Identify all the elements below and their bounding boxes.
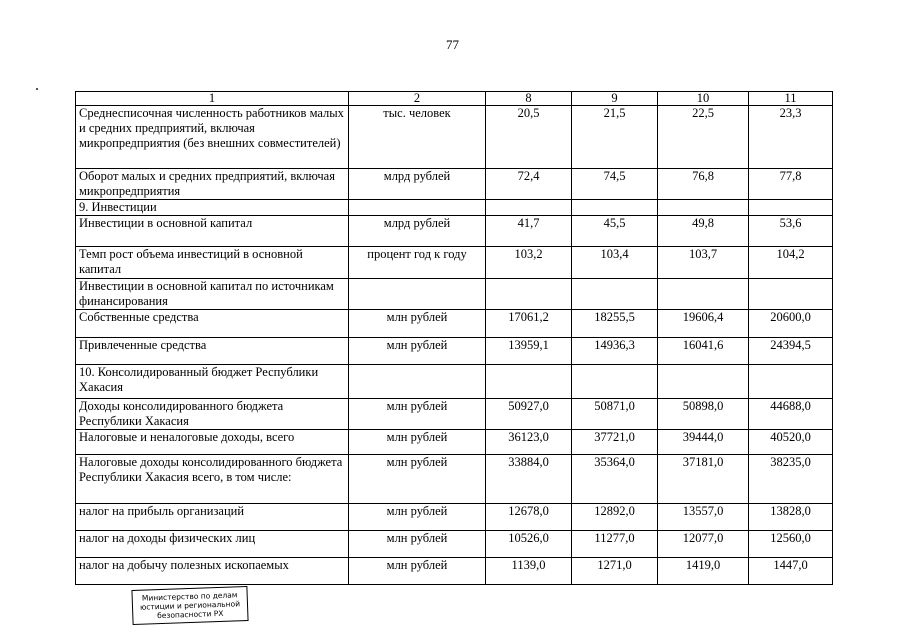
row-value: 103,4 bbox=[572, 247, 658, 279]
table-row bbox=[76, 399, 833, 430]
stamp-line: юстиции и региональной bbox=[139, 599, 241, 612]
row-value: 41,7 bbox=[486, 216, 572, 247]
row-value: 13557,0 bbox=[658, 504, 749, 531]
table-row bbox=[76, 365, 833, 399]
row-label: Темп рост объема инвестиций в основной капитал bbox=[76, 247, 349, 279]
row-unit: млн рублей bbox=[349, 338, 486, 365]
row-label: налог на прибыль организаций bbox=[76, 504, 349, 531]
row-value: 44688,0 bbox=[749, 399, 833, 430]
row-value: 103,7 bbox=[658, 247, 749, 279]
table-row bbox=[76, 247, 833, 279]
row-value: 12892,0 bbox=[572, 504, 658, 531]
row-label: Среднесписочная численность работников малых и средних предприятий, включая микропредприятия (без внешних совместителей) bbox=[76, 106, 349, 169]
table-row bbox=[76, 504, 833, 531]
row-value: 13959,1 bbox=[486, 338, 572, 365]
row-unit: млн рублей bbox=[349, 430, 486, 455]
row-value: 40520,0 bbox=[749, 430, 833, 455]
row-value: 19606,4 bbox=[658, 310, 749, 338]
row-value: 16041,6 bbox=[658, 338, 749, 365]
row-value: 50871,0 bbox=[572, 399, 658, 430]
row-value: 72,4 bbox=[486, 169, 572, 200]
row-label: Налоговые доходы консолидированного бюджета Республики Хакасия всего, в том числе: bbox=[76, 455, 349, 504]
row-value: 74,5 bbox=[572, 169, 658, 200]
row-label: Инвестиции в основной капитал bbox=[76, 216, 349, 247]
table-row bbox=[76, 200, 833, 216]
table-row bbox=[76, 558, 833, 585]
row-value bbox=[572, 279, 658, 310]
row-value: 38235,0 bbox=[749, 455, 833, 504]
row-value: 1271,0 bbox=[572, 558, 658, 585]
header-row bbox=[76, 92, 833, 106]
row-value bbox=[486, 279, 572, 310]
row-value: 20600,0 bbox=[749, 310, 833, 338]
row-value: 36123,0 bbox=[486, 430, 572, 455]
row-value: 53,6 bbox=[749, 216, 833, 247]
table-row bbox=[76, 169, 833, 200]
table-row bbox=[76, 310, 833, 338]
row-label: 10. Консолидированный бюджет Республики Хакасия bbox=[76, 365, 349, 399]
table-row bbox=[76, 338, 833, 365]
row-value bbox=[486, 365, 572, 399]
row-value: 11277,0 bbox=[572, 531, 658, 558]
row-unit bbox=[349, 279, 486, 310]
row-value: 12077,0 bbox=[658, 531, 749, 558]
row-value: 20,5 bbox=[486, 106, 572, 169]
row-value bbox=[658, 279, 749, 310]
row-value: 13828,0 bbox=[749, 504, 833, 531]
row-value: 22,5 bbox=[658, 106, 749, 169]
page-number: 77 bbox=[446, 37, 459, 52]
row-value bbox=[572, 200, 658, 216]
row-value: 24394,5 bbox=[749, 338, 833, 365]
row-label: Привлеченные средства bbox=[76, 338, 349, 365]
header-cell: 1 bbox=[76, 92, 349, 106]
row-unit: млн рублей bbox=[349, 399, 486, 430]
table-row bbox=[76, 216, 833, 247]
row-label: 9. Инвестиции bbox=[76, 200, 349, 216]
data-table bbox=[75, 91, 833, 585]
row-value: 1139,0 bbox=[486, 558, 572, 585]
row-label: налог на доходы физических лиц bbox=[76, 531, 349, 558]
row-value: 21,5 bbox=[572, 106, 658, 169]
row-value: 35364,0 bbox=[572, 455, 658, 504]
header-cell: 8 bbox=[486, 92, 572, 106]
row-value: 76,8 bbox=[658, 169, 749, 200]
row-value: 104,2 bbox=[749, 247, 833, 279]
row-value: 39444,0 bbox=[658, 430, 749, 455]
row-value: 77,8 bbox=[749, 169, 833, 200]
row-value: 23,3 bbox=[749, 106, 833, 169]
row-value bbox=[486, 200, 572, 216]
row-unit: млн рублей bbox=[349, 558, 486, 585]
row-unit: млн рублей bbox=[349, 455, 486, 504]
row-value: 49,8 bbox=[658, 216, 749, 247]
row-value bbox=[572, 365, 658, 399]
row-label: Оборот малых и средних предприятий, включая микропредприятия bbox=[76, 169, 349, 200]
row-value bbox=[749, 279, 833, 310]
row-unit: млн рублей bbox=[349, 531, 486, 558]
row-value: 103,2 bbox=[486, 247, 572, 279]
row-label: Налоговые и неналоговые доходы, всего bbox=[76, 430, 349, 455]
row-value: 12560,0 bbox=[749, 531, 833, 558]
header-cell: 2 bbox=[349, 92, 486, 106]
table-row bbox=[76, 455, 833, 504]
row-label: Инвестиции в основной капитал по источникам финансирования bbox=[76, 279, 349, 310]
row-value: 33884,0 bbox=[486, 455, 572, 504]
row-value: 50927,0 bbox=[486, 399, 572, 430]
row-unit: процент год к году bbox=[349, 247, 486, 279]
header-cell: 11 bbox=[749, 92, 833, 106]
row-value: 1419,0 bbox=[658, 558, 749, 585]
row-unit: млн рублей bbox=[349, 504, 486, 531]
row-value: 37721,0 bbox=[572, 430, 658, 455]
row-label: Доходы консолидированного бюджета Республики Хакасия bbox=[76, 399, 349, 430]
table-row bbox=[76, 106, 833, 169]
row-value bbox=[658, 200, 749, 216]
row-value: 1447,0 bbox=[749, 558, 833, 585]
row-value bbox=[749, 200, 833, 216]
row-value bbox=[749, 365, 833, 399]
row-unit bbox=[349, 200, 486, 216]
table-row bbox=[76, 430, 833, 455]
row-value: 10526,0 bbox=[486, 531, 572, 558]
row-unit bbox=[349, 365, 486, 399]
stamp-line: Министерство по делам bbox=[141, 590, 238, 603]
row-unit: млрд рублей bbox=[349, 216, 486, 247]
scan-speck bbox=[36, 88, 38, 90]
row-label: Собственные средства bbox=[76, 310, 349, 338]
ministry-stamp bbox=[131, 586, 248, 625]
stamp-line: безопасности РХ bbox=[157, 608, 224, 621]
header-cell: 10 bbox=[658, 92, 749, 106]
header-cell: 9 bbox=[572, 92, 658, 106]
row-value: 50898,0 bbox=[658, 399, 749, 430]
row-value bbox=[658, 365, 749, 399]
row-unit: тыс. человек bbox=[349, 106, 486, 169]
table-row bbox=[76, 531, 833, 558]
row-value: 45,5 bbox=[572, 216, 658, 247]
row-value: 18255,5 bbox=[572, 310, 658, 338]
row-value: 12678,0 bbox=[486, 504, 572, 531]
row-value: 14936,3 bbox=[572, 338, 658, 365]
row-unit: млрд рублей bbox=[349, 169, 486, 200]
table-row bbox=[76, 279, 833, 310]
row-unit: млн рублей bbox=[349, 310, 486, 338]
row-label: налог на добычу полезных ископаемых bbox=[76, 558, 349, 585]
row-value: 37181,0 bbox=[658, 455, 749, 504]
row-value: 17061,2 bbox=[486, 310, 572, 338]
